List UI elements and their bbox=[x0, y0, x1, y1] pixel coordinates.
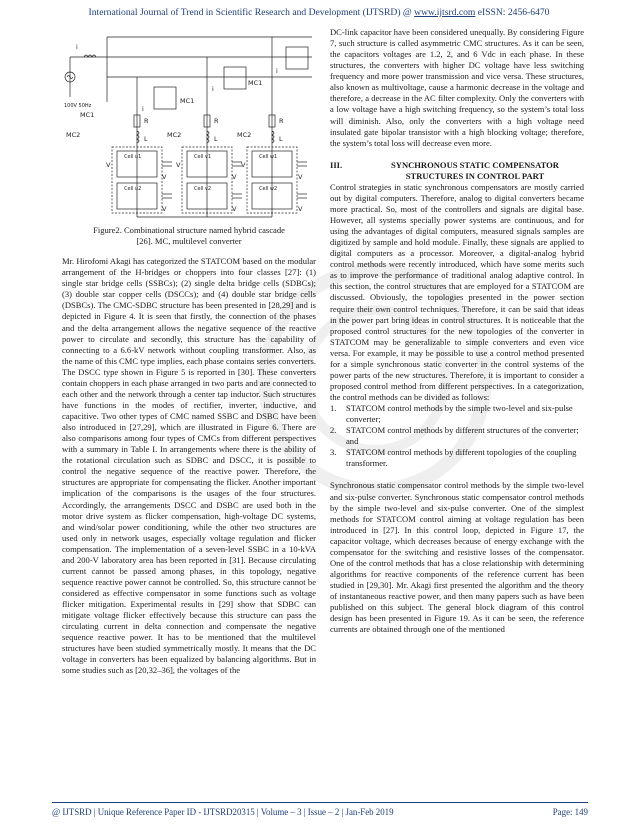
mc2-label-u: MC2 bbox=[66, 131, 81, 139]
list-item-number: 1. bbox=[330, 403, 337, 414]
right-paragraph-1: DC-link capacitor have been considered unequally. By considering Figure 7, such structure is called asymmetric CMC structures. As it can be seen, the capacitors voltages are 1.2, 2, and 6 Vdc in each phase. In these structures, the converters with higher DC voltage have less switching frequency and more power transmission and vice versa. These structures, also known as multivoltage, cause a harmonic decrease in the voltage and therefore, a decrease in the AC filter complexity. Only the converters with a low voltage have a high switching frequency, so the system’s total loss will diminish. Also, only the converters with a high voltage need insulated gate bipolar transistor with a high blocking voltage; therefore, the system’s total loss will decrease even more. bbox=[330, 27, 584, 148]
list-item-text: STATCOM control methods by different topologies of the coupling transformer. bbox=[346, 447, 577, 469]
list-item-text: STATCOM control methods by the simple two-level and six-pulse converter; bbox=[346, 403, 573, 425]
journal-issn: eISSN: 2456-6470 bbox=[475, 7, 550, 18]
list-item-number: 3. bbox=[330, 447, 337, 458]
vcv1-label: V bbox=[232, 173, 237, 181]
cell-u2-label: Cell u2 bbox=[124, 186, 142, 192]
vdc-label-w: V bbox=[241, 161, 246, 169]
figure-2-circuit-diagram bbox=[62, 27, 316, 223]
lac-label-w: L bbox=[279, 135, 283, 143]
list-item bbox=[330, 403, 584, 425]
left-column bbox=[62, 27, 316, 677]
hybrid-cascade-schematic bbox=[62, 27, 316, 223]
caption-line-2: [26]. MC, multilevel converter bbox=[136, 236, 242, 247]
cell-w2-label: Cell w2 bbox=[259, 186, 278, 192]
cell-v2-label: Cell v2 bbox=[194, 186, 212, 192]
cell-v1-label: Cell v1 bbox=[194, 154, 212, 160]
right-column bbox=[330, 27, 584, 635]
icu-label: i bbox=[142, 105, 144, 113]
section-heading bbox=[330, 160, 584, 182]
vcv2-label: V bbox=[232, 205, 237, 213]
rs-label-v: R bbox=[214, 117, 219, 125]
left-body-paragraph: Mr. Hirofomi Akagi has categorized the STATCOM based on the modular arrangement of the H-bridges or choppers into four classes [27]: (1) single star bridge cells (SSBCs); (2) single delta bridge cells (SDBCs); (3) double star copper cells (DSCCs); and (4) double star bridge cells (DSBCs). The CMC-SDBC structure has been presented in [28,29] and is depicted in Figure 4. It is seen that firstly, the connection of the phases and the delta arrangement allows the negative sequence of the reactive power to circulate and secondly, this structure has the capability of connecting to a 6.6-kV network without coupling transformer. Also, as the name of this CMC type implies, each phase contains series converters. The DSCC type shown in Figure 5 is reported in [30]. These converters contain choppers in each phase arranged in two parts and are connected to each other and the network through a center tap inductor. Such structures have functions in the modes of rectifier, inverter, inductive, and capacitive. Two other types of CMC named SSBC and DSBC have been also introduced in [27,29], which are illustrated in Figure 6. There are also comparisons among four types of CMCs from different perspectives with a summary in Table I. In arrangements where there is the ability of the rotational circulation such as SDBC and DSCC, it is possible to control the negative sequence of the reactive power. Therefore, the structures are appropriate for compensating the flicker. Another important implication of the comparisons is the usages of the four structures. Accordingly, the arrangements DSCC and DSBC are used both in the motor drive system as flicker compensation, high-voltage DC systems, and wind/solar power conditioning, while the other two structures are used only in network usages, especially voltage regulation and flicker compensation. The implementation of a seven-level SSBC in a 10-kVA and 200-V laboratory area has been reported in [31]. Because circulating current cannot be passed among phases, in this topology, negative sequence reactive power cannot be controlled. So, this structure cannot be considered as effective compensator in some functions such as voltage flicker mitigation. Experimental results in [29] show that SDBC can mitigate voltage flicker effectively because this structure can pass the circulating current in delta connection and compensate the negative sequence reactive power. It has to be mentioned that the multilevel structures have been studied symmetrically mostly. It means that the DC voltage in converters has been equalized by balancing algorithms. But in some studies such as [20,32–36], the voltages of the bbox=[62, 256, 316, 676]
page-footer bbox=[52, 802, 588, 817]
figure-caption bbox=[62, 225, 316, 247]
section-number: III. bbox=[330, 159, 343, 170]
journal-name: International Journal of Trend in Scientific Research and Development (IJTSRD) @ bbox=[88, 7, 415, 18]
list-item bbox=[330, 425, 584, 447]
vdc-label-u: V bbox=[106, 161, 111, 169]
mc2-label-w: MC2 bbox=[237, 131, 252, 139]
mc1-label-v: MC1 bbox=[180, 97, 195, 105]
list-item-number: 2. bbox=[330, 425, 337, 436]
mc1-label-w: MC1 bbox=[248, 79, 263, 87]
source-label: 100V 50Hz bbox=[64, 103, 92, 109]
mc2-label-v: MC2 bbox=[167, 131, 182, 139]
rs-label-u: R bbox=[144, 117, 149, 125]
mc1-label-left: MC1 bbox=[80, 111, 95, 119]
cell-u1-label: Cell u1 bbox=[124, 154, 142, 160]
right-paragraph-2: Control strategies in static synchronous compensators are mostly carried out by digital computers. Therefore, analog to digital converters became more practical. So, most of the controllers and signals are digital base. However, all systems specially power systems are continuous, and for using the advantages of digital computers, measured signals samples are digitized by sample and hold module. Finally, these signals are applied to digital computers as a processor. Moreover, a digital-analog hybrid control methods were recently introduced, which have some merits such as to improve the performance of traditional analog adaptive control. In this section, the control structures that are employed for a STATCOM are discussed. Obviously, the topologies presented in the power section require their own control techniques. Therefore, it can be said that ideas in the power part bring ideas in control structures. It is noticeable that the proposed control structures for the new topologies of the converter in STATCOM may be generalizable to simple converters and even vice versa. For example, it may be possible to use a control method presented for a simple synchronous static converter in the control systems of the power parts of the new structures. Therefore, it is important to consider a proposed control method from different perspectives. In a categorization, the control methods can be divided as follows: bbox=[330, 181, 584, 402]
journal-url-link[interactable]: www.ijtsrd.com bbox=[414, 7, 476, 18]
lac-label-v: L bbox=[214, 135, 218, 143]
vcw2-label: V bbox=[298, 205, 303, 213]
paragraph-gap bbox=[330, 469, 584, 480]
section-title bbox=[366, 160, 584, 182]
caption-line-1: Figure2. Combinational structure named hybrid cascade bbox=[93, 225, 285, 235]
mc1-box-v bbox=[224, 67, 246, 89]
mc1-box-u bbox=[154, 87, 176, 109]
right-paragraph-3: Synchronous static compensator control methods by the simple two-level and six-pulse converter. Synchronous static compensator control methods by the simple two-level and six-pulse converter. One of the simplest methods for STATCOM control aiming at voltage regulation has been introduced in [27]. In this control loop, depicted in Figure 17, the capacitor voltage, which decreases because of energy exchange with the compensator for the switching and resistive losses of the compensator. One of the control methods that has a close relationship with determining algorithms for reactive components of the reference current has been studied in [29,30]. Mr. Akagi first presented the algorithm and the theory of instantaneous reactive power, and then many papers such as have been published on this subject. The general block diagram of this control design has been presented in Figure 19. As it can be seen, the reference currents are obtained through one of the mentioned bbox=[330, 480, 584, 635]
section-title-line-2: STRUCTURES IN CONTROL PART bbox=[405, 170, 545, 181]
footer-reference: @ IJTSRD | Unique Reference Paper ID - IJTSRD20315 | Volume – 3 | Issue – 2 | Jan-Feb 2019 bbox=[52, 807, 394, 817]
icw-label: i bbox=[276, 67, 278, 75]
rs-label-w: R bbox=[279, 117, 284, 125]
lac-label-u: L bbox=[144, 135, 148, 143]
vcw1-label: V bbox=[298, 173, 303, 181]
cell-w1-label: Cell w1 bbox=[259, 154, 278, 160]
list-item-text: STATCOM control methods by different structures of the converter; and bbox=[346, 425, 579, 447]
running-header bbox=[0, 7, 638, 18]
mc1-box-w bbox=[286, 47, 308, 69]
is-label: i bbox=[76, 43, 78, 51]
control-methods-list bbox=[330, 403, 584, 469]
vcu1-label: V bbox=[162, 173, 167, 181]
page-number: Page: 149 bbox=[552, 807, 588, 817]
vdc-label-v: V bbox=[176, 161, 181, 169]
section-title-line-1: SYNCHRONOUS STATIC COMPENSATOR bbox=[391, 159, 559, 170]
list-item bbox=[330, 447, 584, 469]
icv-label: i bbox=[212, 85, 214, 93]
vcu2-label: V bbox=[162, 205, 167, 213]
